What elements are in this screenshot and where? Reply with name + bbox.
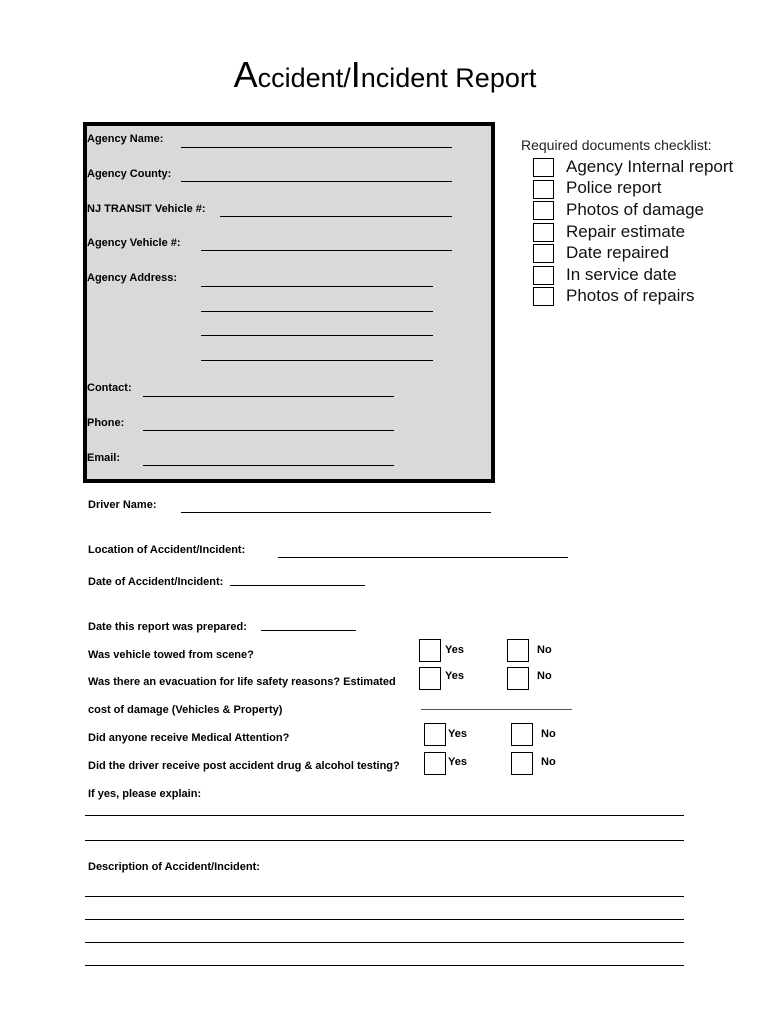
location-label: Location of Accident/Incident: (88, 544, 246, 556)
agency-vehicle-field[interactable] (201, 250, 452, 251)
agency-name-label: Agency Name: (87, 133, 164, 145)
evacuation-yes-label: Yes (445, 670, 464, 682)
drug-test-no-label: No (541, 756, 556, 768)
description-line-2[interactable] (85, 919, 684, 920)
checklist-item-date-repaired: Date repaired (566, 243, 670, 262)
contact-field[interactable] (143, 396, 394, 397)
cost-field[interactable] (421, 709, 572, 710)
incident-date-field[interactable] (230, 585, 365, 586)
towed-no-checkbox[interactable] (507, 639, 529, 662)
phone-field[interactable] (143, 430, 394, 431)
checklist-checkbox-police-report[interactable] (533, 180, 554, 199)
checklist-checkbox-in-service-date[interactable] (533, 266, 554, 285)
checklist-checkbox-photos-repairs[interactable] (533, 287, 554, 306)
towed-yes-checkbox[interactable] (419, 639, 441, 662)
checklist-title: Required documents checklist: (521, 137, 712, 153)
description-line-3[interactable] (85, 942, 684, 943)
description-label: Description of Accident/Incident: (88, 861, 260, 873)
evacuation-no-checkbox[interactable] (507, 667, 529, 690)
agency-address-label: Agency Address: (87, 272, 178, 284)
medical-no-label: No (541, 728, 556, 740)
title-cap-a: A (233, 54, 258, 95)
agency-name-field[interactable] (181, 147, 452, 148)
agency-vehicle-label: Agency Vehicle #: (87, 237, 181, 249)
driver-name-field[interactable] (181, 512, 491, 513)
prepared-date-label: Date this report was prepared: (88, 621, 247, 633)
title-cap-i: I (350, 54, 361, 95)
email-label: Email: (87, 452, 121, 464)
agency-county-field[interactable] (181, 181, 452, 182)
checklist-checkbox-repair-estimate[interactable] (533, 223, 554, 242)
evacuation-yes-checkbox[interactable] (419, 667, 441, 690)
description-line-1[interactable] (85, 896, 684, 897)
medical-yes-label: Yes (448, 728, 467, 740)
cost-label: cost of damage (Vehicles & Property) (88, 704, 283, 716)
page-title (0, 55, 770, 98)
evacuation-no-label: No (537, 670, 552, 682)
checklist-item-photos-repairs: Photos of repairs (566, 286, 695, 305)
incident-date-label: Date of Accident/Incident: (88, 576, 224, 588)
agency-county-label: Agency County: (87, 168, 172, 180)
medical-question: Did anyone receive Medical Attention? (88, 732, 290, 744)
drug-test-question: Did the driver receive post accident drug & alcohol testing? (88, 760, 400, 772)
nj-transit-vehicle-field[interactable] (220, 216, 452, 217)
prepared-date-field[interactable] (261, 630, 356, 631)
towed-yes-label: Yes (445, 644, 464, 656)
explain-line-2[interactable] (85, 840, 684, 841)
checklist-item-internal-report: Agency Internal report (566, 157, 734, 176)
explain-label: If yes, please explain: (88, 788, 202, 800)
location-field[interactable] (278, 557, 568, 558)
checklist-item-police-report: Police report (566, 178, 662, 197)
drug-test-no-checkbox[interactable] (511, 752, 533, 775)
evacuation-question: Was there an evacuation for life safety reasons? Estimated (88, 676, 396, 688)
checklist-item-in-service-date: In service date (566, 265, 677, 284)
checklist-item-photos-damage: Photos of damage (566, 200, 704, 219)
towed-no-label: No (537, 644, 552, 656)
towed-question: Was vehicle towed from scene? (88, 649, 254, 661)
agency-address-line-1[interactable] (201, 286, 433, 287)
checklist-checkbox-date-repaired[interactable] (533, 244, 554, 263)
checklist-item-repair-estimate: Repair estimate (566, 222, 686, 241)
description-line-4[interactable] (85, 965, 684, 966)
driver-name-label: Driver Name: (88, 499, 157, 511)
drug-test-yes-checkbox[interactable] (424, 752, 446, 775)
nj-transit-vehicle-label: NJ TRANSIT Vehicle #: (87, 203, 206, 215)
email-field[interactable] (143, 465, 394, 466)
agency-address-line-2[interactable] (201, 311, 433, 312)
drug-test-yes-label: Yes (448, 756, 467, 768)
agency-address-line-3[interactable] (201, 335, 433, 336)
title-part-2: ncident Report (360, 63, 537, 93)
medical-yes-checkbox[interactable] (424, 723, 446, 746)
title-part-1: ccident/ (257, 63, 351, 93)
phone-label: Phone: (87, 417, 125, 429)
explain-line-1[interactable] (85, 815, 684, 816)
agency-address-line-4[interactable] (201, 360, 433, 361)
medical-no-checkbox[interactable] (511, 723, 533, 746)
checklist-checkbox-photos-damage[interactable] (533, 201, 554, 220)
checklist-checkbox-internal-report[interactable] (533, 158, 554, 177)
contact-label: Contact: (87, 382, 132, 394)
